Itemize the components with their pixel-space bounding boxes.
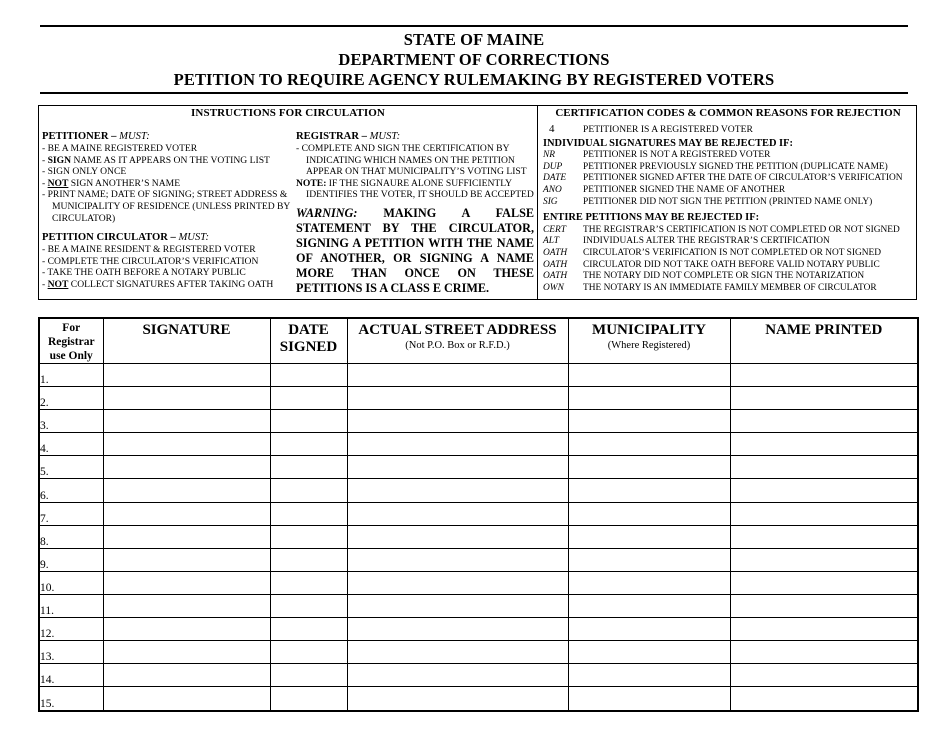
address-cell[interactable] [347,687,568,711]
signature-cell[interactable] [103,618,270,641]
date-cell[interactable] [270,525,347,548]
name-printed-cell[interactable] [730,502,918,525]
address-cell[interactable] [347,548,568,571]
registrar-instructions [296,130,534,296]
code-text: PETITIONER SIGNED AFTER THE DATE OF CIRCULATOR’S VERIFICATION [583,173,903,184]
name-printed-cell[interactable] [730,571,918,594]
code-label: CERT [543,224,566,235]
entire-heading: ENTIRE PETITIONS MAY BE REJECTED IF: [543,212,760,224]
registrar-cell: 8. [39,525,103,548]
code-row [543,225,913,237]
petitioner-item-rest: NAME AS IT APPEARS ON THE VOTING LIST [71,154,270,166]
signature-cell[interactable] [103,548,270,571]
signature-cell[interactable] [103,571,270,594]
code-label: OWN [543,282,564,293]
date-cell[interactable] [270,456,347,479]
circulator-item-emphasis: NOT [47,278,69,290]
date-cell[interactable] [270,433,347,456]
table-row [39,433,918,456]
petitioner-item-rest: SIGN ANOTHER’S NAME [68,177,181,189]
petitioner-item-emphasis: SIGN [47,154,72,166]
table-row [39,387,918,410]
name-printed-cell[interactable] [730,618,918,641]
code-text: THE NOTARY DID NOT COMPLETE OR SIGN THE NOTARIZATION [583,271,865,282]
code-label: NR [543,150,555,161]
municipality-cell[interactable] [568,571,730,594]
registrar-cell: 11. [39,594,103,617]
code-row [543,271,913,283]
certification-heading: CERTIFICATION CODES & COMMON REASONS FOR REJECTION [555,107,901,119]
col-date-header: DATE SIGNED [270,318,347,364]
address-cell[interactable] [347,664,568,687]
certification-box [538,105,917,300]
signature-cell[interactable] [103,641,270,664]
municipality-cell[interactable] [568,687,730,711]
petitioner-item [42,189,292,224]
signature-rows [39,364,918,712]
code-row [543,197,913,209]
address-cell[interactable] [347,502,568,525]
registrar-cell: 5. [39,456,103,479]
col-registrar-header: For Registrar use Only [39,318,103,364]
municipality-cell[interactable] [568,479,730,502]
registrar-cell: 3. [39,410,103,433]
table-row [39,364,918,387]
circulator-item [42,279,292,291]
signature-cell[interactable] [103,525,270,548]
registrar-cell: 10. [39,571,103,594]
signature-cell[interactable] [103,479,270,502]
header-bottom-rule [40,92,908,94]
registrar-cell: 9. [39,548,103,571]
name-printed-cell[interactable] [730,687,918,711]
col-name-header: NAME PRINTED [730,318,918,364]
instructions-box [38,105,538,300]
table-row [39,641,918,664]
registrar-cell: 6. [39,479,103,502]
municipality-cell[interactable] [568,364,730,387]
petitioner-item-text: - PRINT NAME; DATE OF SIGNING; STREET ADDRESS & MUNICIPALITY OF RESIDENCE (UNLESS PRINTED BY CIRCULATOR) [42,189,290,224]
municipality-cell[interactable] [568,410,730,433]
code-text: PETITIONER IS NOT A REGISTERED VOTER [583,150,771,161]
petitioner-item-text: - [42,177,48,189]
circulator-item-text: - COMPLETE THE CIRCULATOR’S VERIFICATION [42,255,259,267]
code-text: PETITIONER SIGNED THE NAME OF ANOTHER [583,184,786,195]
code-label: OATH [543,247,568,258]
date-cell[interactable] [270,594,347,617]
table-row [39,571,918,594]
registrar-cell: 7. [39,502,103,525]
circulator-list [42,244,292,290]
warning-text: WARNING: MAKING A FALSE STATEMENT BY THE CIRCULATOR, SIGNING A PETITION WITH THE NAME OF ANOTHER, OR SIGNING A NAME MORE THAN ONCE ON THESE PETITIONS IS A CLASS E CRIME. [296,205,534,295]
name-printed-cell[interactable] [730,364,918,387]
code-label: OATH [543,259,568,270]
municipality-cell[interactable] [568,387,730,410]
circulator-item [42,267,292,279]
code-text: CIRCULATOR DID NOT TAKE OATH BEFORE VALID NOTARY PUBLIC [583,259,880,270]
signature-cell[interactable] [103,502,270,525]
code-row [543,283,913,295]
code-row [543,236,913,248]
address-cell[interactable] [347,364,568,387]
municipality-cell[interactable] [568,641,730,664]
title-state: STATE OF MAINE [403,30,545,49]
table-row [39,664,918,687]
address-cell[interactable] [347,433,568,456]
code-label: OATH [543,271,568,282]
signature-table [38,317,919,712]
signature-cell[interactable] [103,456,270,479]
registrar-cell: 4. [39,433,103,456]
name-printed-cell[interactable] [730,410,918,433]
petitioner-heading: PETITIONER – MUST: [42,131,150,142]
petitioner-item [42,155,292,167]
code-text: PETITIONER IS A REGISTERED VOTER [583,124,753,135]
date-cell[interactable] [270,664,347,687]
code-row [543,162,913,174]
date-cell[interactable] [270,387,347,410]
circulator-item [42,256,292,268]
date-cell[interactable] [270,502,347,525]
circulator-item [42,244,292,256]
code-text: PETITIONER PREVIOUSLY SIGNED THE PETITION (DUPLICATE NAME) [583,161,888,172]
table-row [39,410,918,433]
signature-cell[interactable] [103,594,270,617]
col-signature-header: SIGNATURE [103,318,270,364]
address-cell[interactable] [347,525,568,548]
municipality-cell[interactable] [568,433,730,456]
code-row [543,185,913,197]
name-printed-cell[interactable] [730,641,918,664]
registrar-note: NOTE: IF THE SIGNAURE ALONE SUFFICIENTLY IDENTIFIES THE VOTER, IT SHOULD BE ACCEPTED [296,177,534,201]
code-label: ANO [543,184,562,195]
date-cell[interactable] [270,479,347,502]
date-cell[interactable] [270,687,347,711]
code-label: DATE [543,173,567,184]
code-label: ALT [543,236,559,247]
petitioner-item-text: - BE A MAINE REGISTERED VOTER [42,143,198,154]
address-cell[interactable] [347,571,568,594]
petitioner-instructions [42,130,292,291]
municipality-cell[interactable] [568,502,730,525]
top-rule [40,25,908,27]
name-printed-cell[interactable] [730,525,918,548]
individual-code-list [543,150,913,208]
code-row [543,173,913,185]
signature-cell[interactable] [103,410,270,433]
col-address-header: ACTUAL STREET ADDRESS (Not P.O. Box or R.F.D.) [347,318,568,364]
registrar-cell: 15. [39,687,103,711]
signature-cell[interactable] [103,387,270,410]
registrar-cell: 13. [39,641,103,664]
code-row [543,150,913,162]
circulator-item-text: - BE A MAINE RESIDENT & REGISTERED VOTER [42,244,256,256]
code-label: 4 [549,123,555,135]
code-text: INDIVIDUALS ALTER THE REGISTRAR’S CERTIFICATION [583,236,830,247]
address-cell[interactable] [347,618,568,641]
code-text: THE REGISTRAR’S CERTIFICATION IS NOT COMPLETED OR NOT SIGNED [583,224,900,235]
code-label: DUP [543,161,563,172]
code-text: THE NOTARY IS AN IMMEDIATE FAMILY MEMBER OF CIRCULATOR [583,282,877,293]
address-cell[interactable] [347,456,568,479]
registrar-cell: 1. [39,364,103,387]
address-cell[interactable] [347,479,568,502]
registrar-item: - COMPLETE AND SIGN THE CERTIFICATION BY INDICATING WHICH NAMES ON THE PETITION APPEAR ON THAT MUNICIPALITY’S VOTING LIST [296,143,527,178]
table-row [39,687,918,711]
table-row [39,618,918,641]
petitioner-item-emphasis: NOT [47,177,69,189]
signature-cell[interactable] [103,364,270,387]
code-row [543,248,913,260]
petitioner-list [42,143,292,224]
signature-cell[interactable] [103,687,270,711]
code-text: PETITIONER DID NOT SIGN THE PETITION (PRINTED NAME ONLY) [583,196,873,207]
name-printed-cell[interactable] [730,479,918,502]
date-cell[interactable] [270,364,347,387]
registered-code-row [543,124,913,136]
date-cell[interactable] [270,641,347,664]
individual-heading: INDIVIDUAL SIGNATURES MAY BE REJECTED IF: [543,137,793,149]
name-printed-cell[interactable] [730,664,918,687]
municipality-cell[interactable] [568,548,730,571]
instructions-heading: INSTRUCTIONS FOR CIRCULATION [191,107,385,119]
table-row [39,479,918,502]
circulator-heading: PETITION CIRCULATOR – MUST: [42,232,210,244]
address-cell[interactable] [347,641,568,664]
date-cell[interactable] [270,571,347,594]
municipality-cell[interactable] [568,664,730,687]
petitioner-item [42,166,292,178]
petitioner-item-text: - [42,154,48,166]
registrar-cell: 2. [39,387,103,410]
name-printed-cell[interactable] [730,456,918,479]
code-label: SIG [543,196,558,207]
table-row [39,548,918,571]
circulator-item-text: - TAKE THE OATH BEFORE A NOTARY PUBLIC [42,267,246,279]
code-text: CIRCULATOR’S VERIFICATION IS NOT COMPLETED OR NOT SIGNED [583,247,882,258]
table-row [39,502,918,525]
table-row [39,594,918,617]
name-printed-cell[interactable] [730,387,918,410]
circulator-item-rest: COLLECT SIGNATURES AFTER TAKING OATH [68,278,274,290]
name-printed-cell[interactable] [730,433,918,456]
registrar-heading: REGISTRAR – MUST: [296,131,401,142]
date-cell[interactable] [270,618,347,641]
petitioner-item [42,143,292,155]
municipality-cell[interactable] [568,594,730,617]
address-cell[interactable] [347,410,568,433]
title-department: DEPARTMENT OF CORRECTIONS [338,50,610,69]
col-municipality-header: MUNICIPALITY (Where Registered) [568,318,730,364]
name-printed-cell[interactable] [730,548,918,571]
registrar-cell: 14. [39,664,103,687]
signature-cell[interactable] [103,433,270,456]
municipality-cell[interactable] [568,618,730,641]
petitioner-item-text: - SIGN ONLY ONCE [42,166,127,178]
entire-code-list [543,225,913,295]
petitioner-item [42,178,292,190]
title-petition: PETITION TO REQUIRE AGENCY RULEMAKING BY REGISTERED VOTERS [173,70,775,89]
registrar-cell: 12. [39,618,103,641]
circulator-item-text: - [42,278,48,290]
table-row [39,456,918,479]
signature-cell[interactable] [103,664,270,687]
date-cell[interactable] [270,548,347,571]
date-cell[interactable] [270,410,347,433]
address-cell[interactable] [347,594,568,617]
name-printed-cell[interactable] [730,594,918,617]
address-cell[interactable] [347,387,568,410]
municipality-cell[interactable] [568,525,730,548]
certification-content [543,106,913,294]
municipality-cell[interactable] [568,456,730,479]
code-row [543,260,913,272]
table-row [39,525,918,548]
